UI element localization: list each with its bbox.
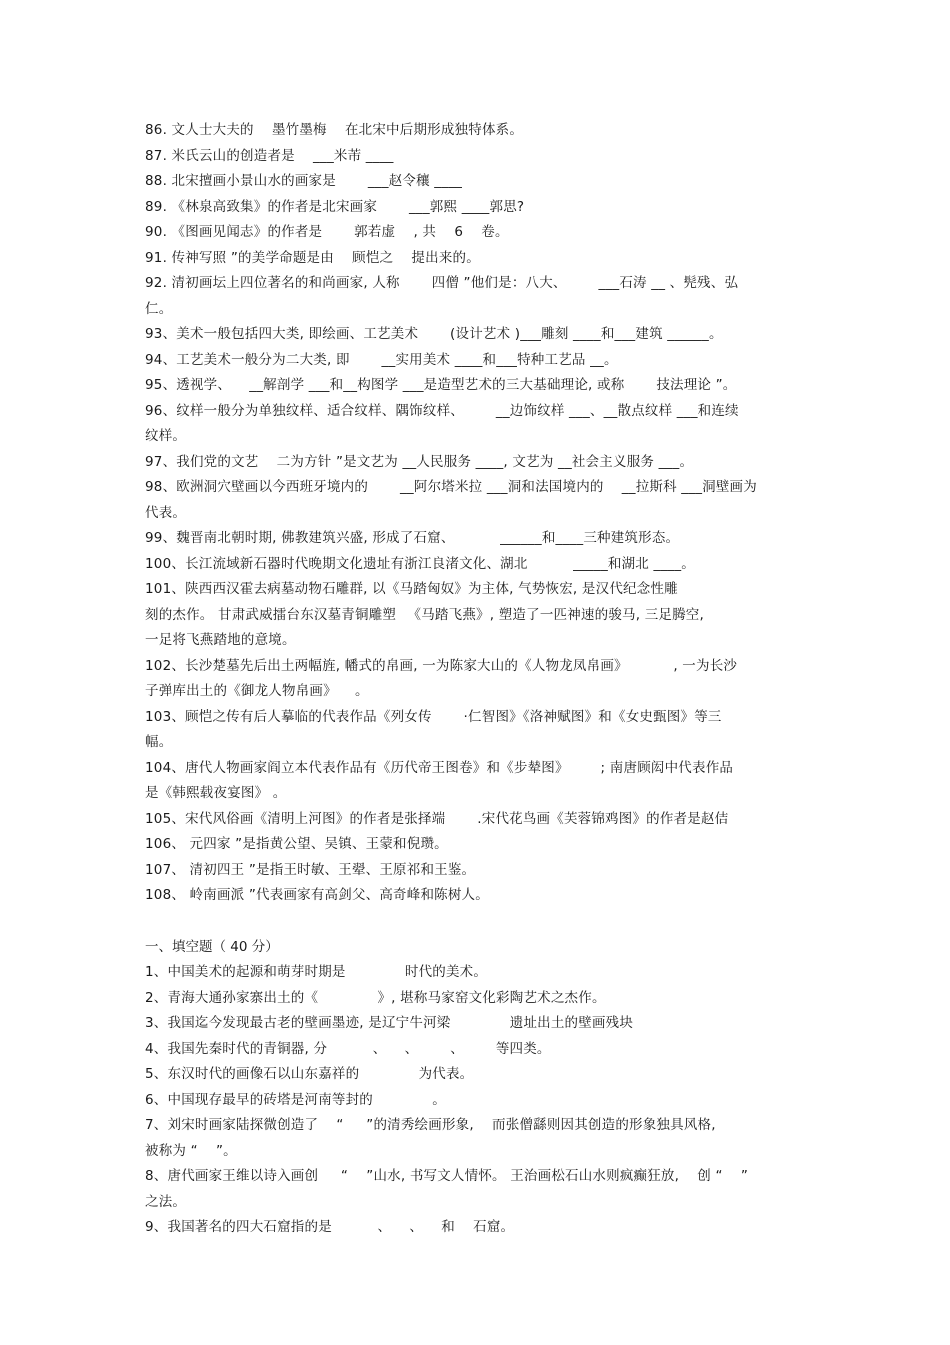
question-line: 5、东汉时代的画像石以山东嘉祥的 为代表。	[145, 1066, 474, 1082]
question-line: 1、中国美术的起源和萌芽时期是 时代的美术。	[145, 964, 488, 980]
question-item	[145, 1164, 815, 1215]
question-line: 106、 元四家 ”是指黄公望、吴镇、王蒙和倪瓒。	[145, 836, 448, 852]
question-item	[145, 883, 815, 909]
question-item	[145, 986, 815, 1012]
question-item	[145, 1088, 815, 1114]
question-line: 被称为 “ ”。	[145, 1142, 237, 1159]
question-line: 92. 清初画坛上四位著名的和尚画家, 人称 四僧 ”他们是：八大、 ___石涛 __ 、髡残、弘	[145, 275, 739, 291]
question-line: 95、透视学、 __解剖学 ___和__构图学 ___是造型艺术的三大基础理论, 或称 技法理论 ”。	[145, 377, 737, 393]
question-item	[145, 1215, 815, 1241]
question-item	[145, 475, 815, 526]
question-item	[145, 1011, 815, 1037]
question-item	[145, 399, 815, 450]
question-line: 100、长江流域新石器时代晚期文化遗址有浙江良渚文化、湖北 _____和湖北 ____。	[145, 555, 695, 572]
question-line: 99、魏晋南北朝时期, 佛教建筑兴盛, 形成了石窟、 ______和____三种建筑形态。	[145, 530, 680, 546]
question-item	[145, 220, 815, 246]
question-line: 9、我国著名的四大石窟指的是 、 、 和 石窟。	[145, 1219, 515, 1235]
question-line: 是《韩熙载夜宴图》 。	[145, 785, 287, 801]
question-item	[145, 1037, 815, 1063]
question-line: 105、宋代风俗画《清明上河图》的作者是张择端 .宋代花鸟画《芙蓉锦鸡图》的作者是赵佶	[145, 810, 729, 827]
question-line: 4、我国先秦时代的青铜器, 分 、 、 、 等四类。	[145, 1040, 551, 1057]
question-item	[145, 322, 815, 348]
question-line: 86. 文人士大夫的 墨竹墨梅 在北宋中后期形成独特体系。	[145, 122, 524, 138]
question-item	[145, 348, 815, 374]
answer-list	[145, 118, 815, 909]
question-line: 104、唐代人物画家阎立本代表作品有《历代帝王图卷》和《步辇图》 ; 南唐顾闳中代表作品	[145, 759, 734, 776]
question-line: 98、欧洲洞穴壁画以今西班牙境内的 __阿尔塔米拉 ___洞和法国境内的 __拉斯科 ___洞壁画为	[145, 479, 757, 495]
question-item	[145, 169, 815, 195]
question-line: 91. 传神写照 ”的美学命题是由 顾恺之 提出来的。	[145, 249, 480, 266]
question-item	[145, 756, 815, 807]
question-line: 108、 岭南画派 ”代表画家有高剑父、高奇峰和陈树人。	[145, 887, 489, 903]
question-item	[145, 1062, 815, 1088]
question-line: 88. 北宋擅画小景山水的画家是 ___赵令穰 ____	[145, 173, 463, 189]
question-item	[145, 450, 815, 476]
question-item	[145, 526, 815, 552]
question-line: 8、唐代画家王维以诗入画创 “ ”山水, 书写文人情怀。 王治画松石山水则疯癫狂放, 创 “ ”	[145, 1168, 749, 1184]
question-line: 102、长沙楚墓先后出土两幅旌, 幡式的帛画, 一为陈家大山的《人物龙凤帛画》 , 一为长沙	[145, 657, 738, 674]
question-line: 96、纹样一般分为单独纹样、适合纹样、隅饰纹样、 __边饰纹样 ___、__散点纹样 ___和连续	[145, 402, 739, 419]
question-item	[145, 271, 815, 322]
question-line: 幅。	[145, 734, 173, 750]
question-line: 之法。	[145, 1193, 187, 1210]
question-line: 89. 《林泉高致集》的作者是北宋画家 ___郭熙 ____郭思?	[145, 198, 525, 215]
question-item	[145, 118, 815, 144]
question-line: 2、青海大通孙家寨出土的《 》, 堪称马家窑文化彩陶艺术之杰作。	[145, 989, 606, 1006]
question-line: 107、 清初四王 ”是指王时敏、王翚、王原祁和王鉴。	[145, 861, 476, 878]
section-gap	[145, 909, 815, 935]
section-title: 一、填空题（ 40 分）	[145, 938, 279, 955]
question-item	[145, 960, 815, 986]
question-line: 93、美术一般包括四大类, 即绘画、工艺美术 (设计艺术 )___雕刻 ____和___建筑 ______。	[145, 326, 723, 342]
question-item	[145, 858, 815, 884]
question-line: 仁。	[145, 300, 173, 317]
question-line: 子弹库出土的《御龙人物帛画》 。	[145, 683, 369, 699]
question-line: 6、中国现存最早的砖塔是河南等封的 。	[145, 1091, 446, 1108]
fill-question-list	[145, 960, 815, 1241]
question-line: 代表。	[145, 504, 187, 521]
question-line: 刻的杰作。 甘肃武威擂台东汉墓青铜雕塑 《马踏飞燕》, 塑造了一匹神速的骏马, 三足腾空,	[145, 606, 704, 623]
question-line: 纹样。	[145, 428, 187, 444]
question-item	[145, 705, 815, 756]
question-item	[145, 654, 815, 705]
question-line: 3、我国迄今发现最古老的壁画墨迹, 是辽宁牛河梁 遗址出土的壁画残块	[145, 1015, 634, 1031]
question-item	[145, 246, 815, 272]
question-item	[145, 144, 815, 170]
document-page	[145, 118, 815, 1241]
question-line: 87. 米氏云山的创造者是 ___米芾 ____	[145, 147, 394, 164]
question-line: 7、刘宋时画家陆探微创造了 “ ”的清秀绘画形象, 而张僧繇则因其创造的形象独具风格,	[145, 1117, 716, 1133]
question-item	[145, 807, 815, 833]
question-line: 97、我们党的文艺 二为方针 ”是文艺为 __人民服务 ____, 文艺为 __社会主义服务 ___。	[145, 453, 694, 470]
question-item	[145, 373, 815, 399]
question-line: 103、顾恺之传有后人摹临的代表作品《列女传 ·仁智图》《洛神赋图》和《女史甄图》等三	[145, 708, 722, 725]
question-item	[145, 577, 815, 654]
question-line: 90. 《图画见闻志》的作者是 郭若虚 , 共 6 卷。	[145, 224, 509, 240]
question-item	[145, 1113, 815, 1164]
question-item	[145, 832, 815, 858]
question-line: 一足将飞燕踏地的意境。	[145, 632, 296, 648]
question-item	[145, 195, 815, 221]
question-item	[145, 552, 815, 578]
question-line: 94、工艺美术一般分为二大类, 即 __实用美术 ____和___特种工艺品 __。	[145, 351, 618, 368]
question-line: 101、陕西西汉霍去病墓动物石雕群, 以《马踏匈奴》为主体, 气势恢宏, 是汉代纪念性雕	[145, 581, 678, 597]
